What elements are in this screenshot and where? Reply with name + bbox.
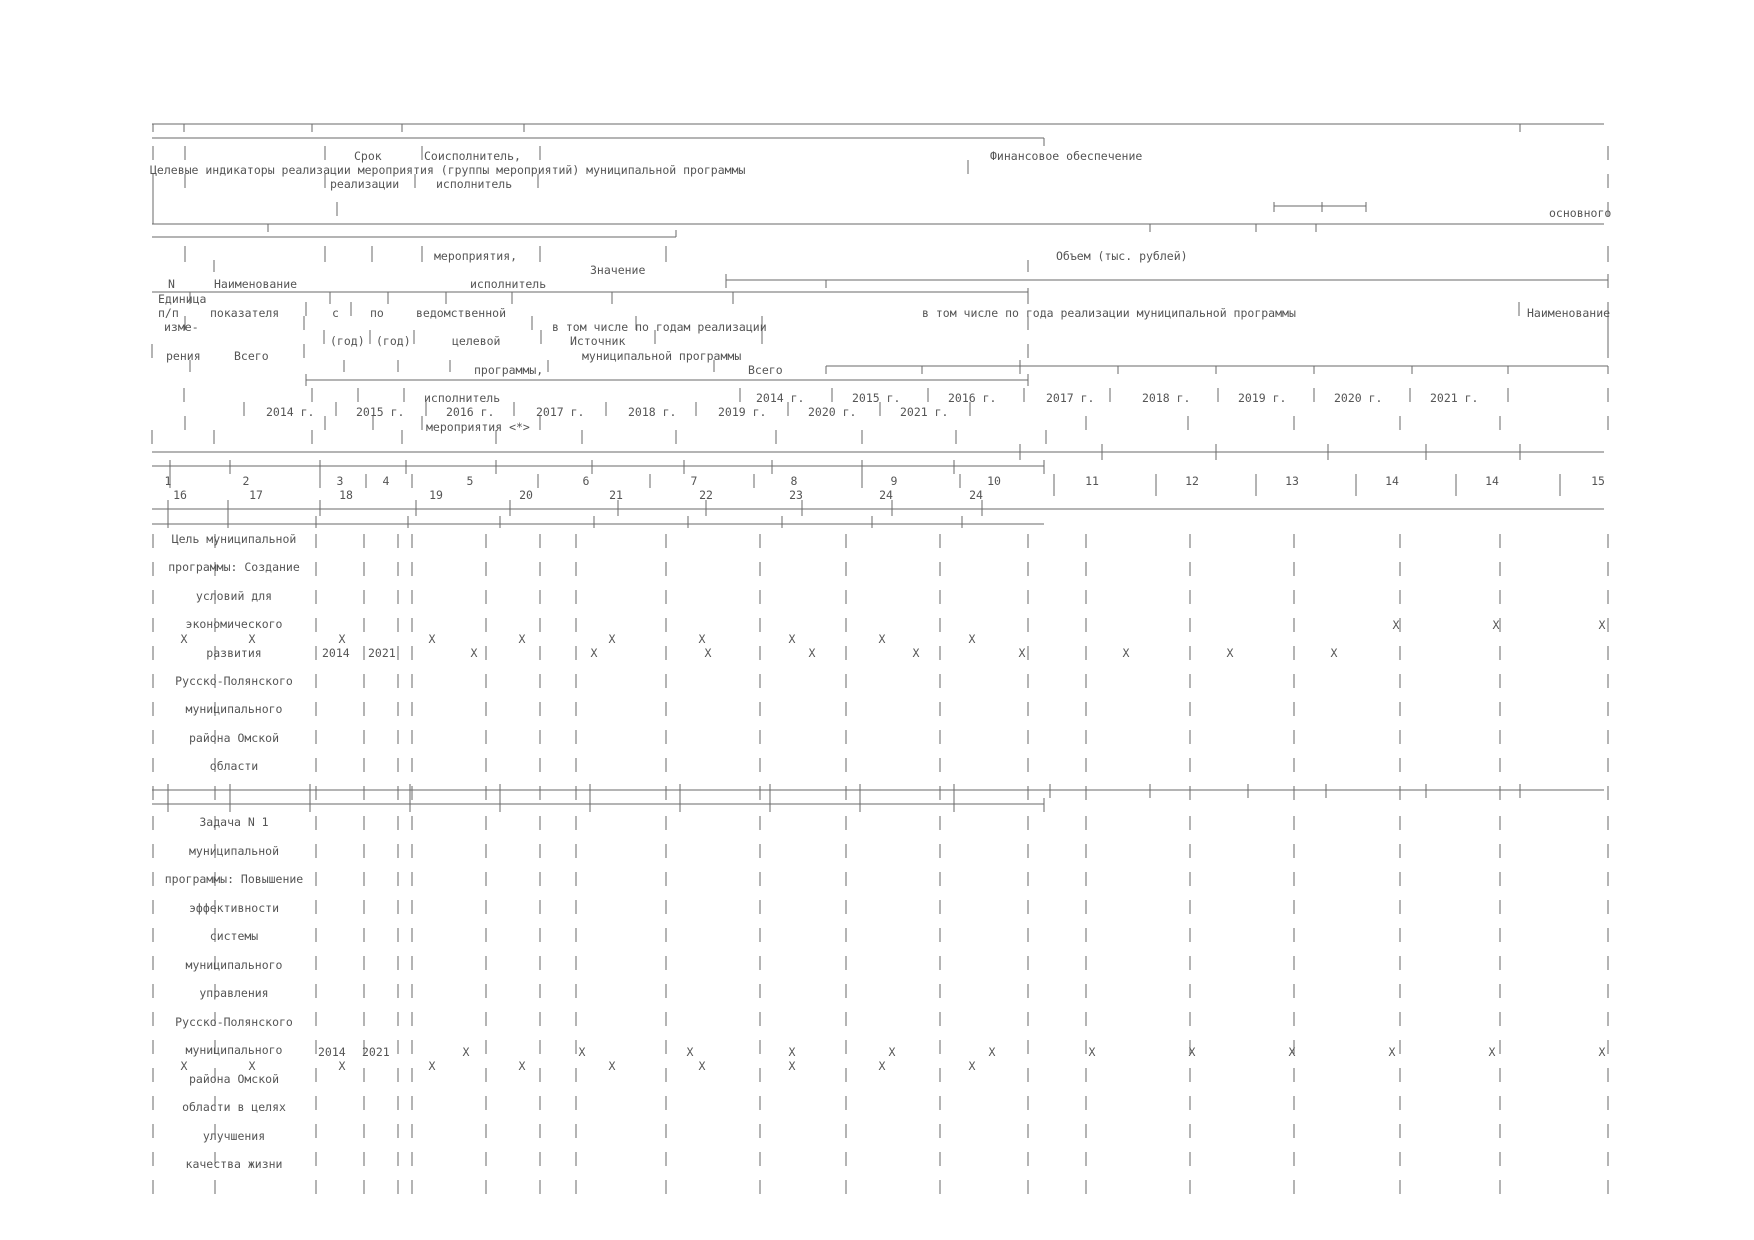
column-number: 13 (1285, 474, 1299, 488)
x-mark: X (878, 1059, 886, 1073)
task-text-line: Русско-Полянского (175, 1014, 293, 1029)
header-mun-program: муниципальной программы (582, 349, 742, 363)
column-number: 14 (1385, 474, 1399, 488)
column-number: 18 (339, 488, 353, 502)
header-soispolnitel: Соисполнитель, (424, 149, 521, 163)
x-mark: X (888, 1045, 896, 1059)
header-istochnik: Источник (570, 334, 626, 348)
header-osnovnogo: основного (1549, 206, 1612, 220)
x-mark: X (518, 632, 526, 646)
year-top-2019: 2019 г. (1238, 391, 1287, 405)
task-text-line: Задача N 1 (199, 815, 269, 829)
x-mark: X (1598, 1045, 1606, 1059)
header-volume: Объем (тыс. рублей) (1056, 249, 1188, 263)
header-edinica: Единица (158, 292, 207, 306)
x-mark: X (1018, 646, 1026, 660)
column-number: 4 (382, 474, 390, 488)
column-number: 5 (466, 474, 474, 488)
column-number: 3 (336, 474, 344, 488)
year-top-2020: 2020 г. (1334, 391, 1383, 405)
header-by-year-program: в том числе по года реализации муниципальной программы (922, 306, 1296, 320)
year-bottom-2018: 2018 г. (628, 405, 677, 419)
column-number: 12 (1185, 474, 1199, 488)
x-mark: X (1330, 646, 1338, 660)
header-ispolnitel-2: исполнитель (470, 277, 547, 291)
x-mark: X (578, 1045, 586, 1059)
column-number: 7 (690, 474, 698, 488)
year-bottom-2020: 2020 г. (808, 405, 857, 419)
x-mark: X (180, 1059, 188, 1073)
header-meropriyatiya-note: мероприятия <*> (426, 420, 530, 434)
task-text-line: программы: Повышение (164, 872, 304, 886)
column-number: 6 (582, 474, 590, 488)
year-bottom-2014: 2014 г. (266, 405, 315, 419)
year-bottom-2017: 2017 г. (536, 405, 585, 419)
x-mark: X (180, 632, 188, 646)
goal-text-line: муниципального (185, 702, 283, 717)
x-mark: X (1088, 1045, 1096, 1059)
x-mark: X (878, 632, 886, 646)
x-mark: X (248, 632, 256, 646)
year-bottom-2016: 2016 г. (446, 405, 495, 419)
x-mark: X (988, 1045, 996, 1059)
x-mark: X (1288, 1045, 1296, 1059)
year-top-2016: 2016 г. (948, 391, 997, 405)
task-text-line: качества жизни (185, 1157, 283, 1171)
x-mark: X (1598, 618, 1606, 632)
x-mark: X (968, 632, 976, 646)
header-znachenie: Значение (590, 263, 646, 277)
header-vsego-2: Всего (748, 363, 783, 377)
header-programmy: программы, (474, 363, 544, 377)
column-number: 24 (969, 488, 983, 502)
x-mark: X (338, 632, 346, 646)
goal-text-line: области (209, 759, 259, 774)
task-end-year: 2021 (362, 1045, 390, 1059)
column-number: 14 (1485, 474, 1499, 488)
x-mark: X (686, 1045, 694, 1059)
x-mark: X (470, 646, 478, 660)
header-vedomstvennoy: ведомственной (416, 306, 507, 320)
header-main-line: Целевые индикаторы реализации мероприятия (группы мероприятий) муниципальной программы (150, 163, 746, 177)
header-by-year: в том числе по годам реализации (552, 320, 767, 334)
x-mark: X (698, 1059, 706, 1073)
goal-text-line: Русско-Полянского (175, 674, 293, 688)
column-number: 19 (429, 488, 443, 502)
x-mark: X (428, 1059, 436, 1073)
x-mark: X (590, 646, 598, 660)
goal-text-line: района Омской (188, 730, 280, 745)
year-top-2021: 2021 г. (1430, 391, 1479, 405)
task-text-line: системы (209, 929, 259, 943)
header-s: с (332, 306, 339, 320)
header-realizacii: реализации (330, 177, 400, 191)
header-pokazatelya: показателя (210, 306, 280, 320)
column-number: 11 (1085, 474, 1099, 488)
goal-text-line: экономического (185, 617, 283, 632)
x-mark: X (808, 646, 816, 660)
year-bottom-2019: 2019 г. (718, 405, 767, 419)
x-mark: X (968, 1059, 976, 1073)
year-bottom-2015: 2015 г. (356, 405, 405, 419)
x-mark: X (1488, 1045, 1496, 1059)
task-text-line: улучшения (202, 1128, 266, 1143)
x-mark: X (608, 632, 616, 646)
column-number: 10 (987, 474, 1001, 488)
x-mark: X (704, 646, 712, 660)
column-number: 16 (173, 488, 187, 502)
goal-end-year: 2021 (368, 646, 396, 660)
x-mark: X (912, 646, 920, 660)
x-mark: X (462, 1045, 470, 1059)
header-reniya: рения (166, 349, 201, 363)
task-text-line: района Омской (188, 1071, 280, 1086)
header-po: по (370, 306, 384, 320)
header-vsego: Всего (234, 349, 269, 363)
task-text-line: муниципального (185, 957, 283, 972)
task-text-line: муниципального (185, 1043, 283, 1057)
column-number: 15 (1591, 474, 1605, 488)
x-mark: X (608, 1059, 616, 1073)
year-top-2014: 2014 г. (756, 391, 805, 405)
year-top-2015: 2015 г. (852, 391, 901, 405)
x-mark: X (698, 632, 706, 646)
x-mark: X (248, 1059, 256, 1073)
year-bottom-2021: 2021 г. (900, 405, 949, 419)
task-text-line: управления (199, 986, 269, 1000)
header-pp: п/п (158, 306, 179, 320)
column-number: 2 (242, 474, 250, 488)
x-mark: X (788, 1059, 796, 1073)
column-number: 8 (790, 474, 798, 488)
header-ispolnitel: исполнитель (436, 177, 513, 191)
goal-text-line: программы: Создание (168, 560, 300, 575)
column-number: 20 (519, 488, 533, 502)
x-mark: X (428, 632, 436, 646)
column-number: 21 (609, 488, 623, 502)
x-mark: X (1392, 618, 1400, 632)
header-god-1: (год) (330, 334, 365, 348)
task-text-line: эффективности (188, 900, 280, 915)
x-mark: X (1122, 646, 1130, 660)
header-ispolnitel-3: исполнитель (424, 391, 501, 405)
year-top-2017: 2017 г. (1046, 391, 1095, 405)
column-number: 24 (879, 488, 893, 502)
column-number: 17 (249, 488, 263, 502)
x-mark: X (518, 1059, 526, 1073)
header-naimenovanie: Наименование (214, 277, 298, 291)
header-n: N (168, 277, 175, 291)
header-naimenovanie-2: Наименование (1527, 306, 1611, 320)
header-god-2: (год) (376, 334, 411, 348)
x-mark: X (1388, 1045, 1396, 1059)
x-mark: X (338, 1059, 346, 1073)
goal-start-year: 2014 (322, 646, 350, 660)
x-mark: X (1188, 1045, 1196, 1059)
x-mark: X (1492, 618, 1500, 632)
year-top-2018: 2018 г. (1142, 391, 1191, 405)
column-number: 23 (789, 488, 803, 502)
goal-text-line: Цель муниципальной (171, 532, 297, 546)
x-mark: X (788, 1045, 796, 1059)
x-mark: X (788, 632, 796, 646)
x-mark: X (1226, 646, 1234, 660)
task-text-line: муниципальной (188, 843, 280, 858)
task-start-year: 2014 (318, 1045, 346, 1059)
header-srok: Срок (354, 149, 382, 163)
header-izme: изме- (164, 320, 199, 334)
goal-text-line: развития (206, 645, 262, 660)
goal-text-line: условий для (195, 588, 273, 603)
task-text-line: области в целях (182, 1100, 286, 1114)
column-number: 1 (164, 474, 172, 488)
header-finance: Финансовое обеспечение (990, 149, 1143, 163)
header-celevoy: целевой (452, 334, 501, 348)
column-number: 9 (890, 474, 898, 488)
header-meropriyatiya: мероприятия, (434, 249, 518, 263)
column-number: 22 (699, 488, 713, 502)
